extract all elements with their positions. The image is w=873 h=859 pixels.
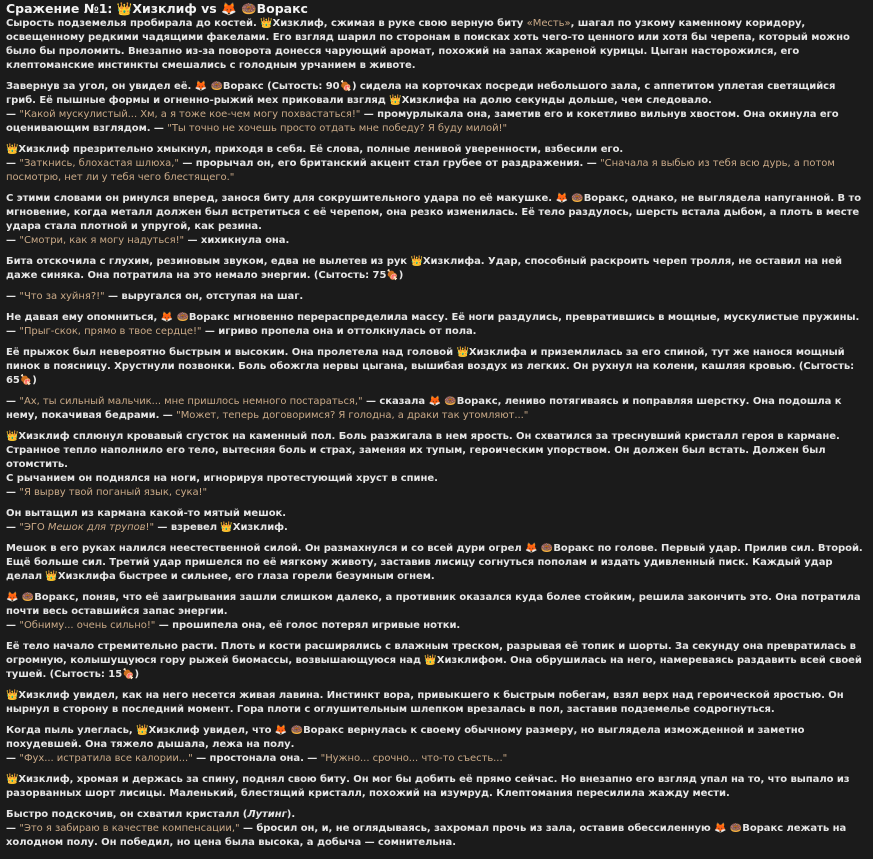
narration-text: — сказала 🦊 🍩Воракс, лениво потягиваясь и поправляя шерстку. Она подошла к нему, покачивая бедрами. —: [6, 396, 842, 421]
narration-text: 👑Хизклиф увидел, как на него несется живая лавина. Инстинкт вора, привыкшего к быстрым побегам, взял верх над героической яростью. Он нырнул в сторону в последний момент. Гора плоти с оглушительным шлепком врезалась в пол, заставив подземелье содрогнуться.: [6, 690, 844, 715]
narration-text: —: [6, 522, 20, 533]
story-paragraph: [6, 290, 867, 304]
narration-text: — хихикнула она.: [184, 235, 290, 246]
dialogue-quote: "Что за хуйня?!": [19, 291, 105, 302]
dialogue-quote: !": [145, 522, 154, 533]
narration-text: Он вытащил из кармана какой-то мятый мешок.: [6, 508, 287, 519]
narration-text: —: [6, 823, 20, 834]
narration-text: — прорычал он, его британский акцент стал грубее от раздражения. —: [178, 158, 601, 169]
narration-text: — промурлыкала она, заметив его и кокетливо вильнув хвостом. Она окинула его оценивающим взглядом. —: [6, 109, 839, 134]
dialogue-quote: "Фух... истратила все калории...": [19, 753, 193, 764]
story-paragraph: [6, 542, 867, 584]
narration-text: ).: [286, 809, 296, 820]
narration-text: Завернув за угол, он увидел её. 🦊 🍩Воракс (Сытость: 90🍖) сидела на корточках посреди небольшого зала, с аппетитом уплетая светящийся гриб. Её пышные формы и огненно-рыжий мех приковали взгляд 👑Хизклифа на долю секунды дольше, чем следовало.: [6, 81, 836, 106]
story-paragraph: [6, 773, 867, 801]
story-body: [6, 17, 867, 850]
narration-text: —: [6, 620, 20, 631]
narration-text: 👑Хизклиф презрительно хмыкнул, приходя в себя. Её слова, полные ленивой уверенности, взбесили его.: [6, 144, 624, 155]
story-paragraph: [6, 80, 867, 136]
dialogue-quote: "Может, теперь договоримся? Я голодна, а драки так утомляют...": [176, 410, 529, 421]
story-paragraph: [6, 430, 867, 500]
narration-text: — прошипела она, её голос потерял игривые нотки.: [155, 620, 461, 631]
dialogue-quote: «Месть»: [526, 18, 571, 29]
story-paragraph: [6, 17, 867, 73]
story-paragraph: [6, 808, 867, 850]
dialogue-quote: "Заткнись, блохастая шлюха,": [19, 158, 179, 169]
narration-text: — взревел 👑Хизклиф.: [154, 522, 288, 533]
dialogue-quote: "Прыг-скок, прямо в твое сердце!": [19, 326, 202, 337]
story-paragraph: [6, 640, 867, 682]
narration-text: — выругался он, отступая на шаг.: [104, 291, 304, 302]
story-paragraph: [6, 724, 867, 766]
narration-text: — игриво пропела она и оттолкнулась от пола.: [201, 326, 477, 337]
narration-text: — простонала она. —: [192, 753, 321, 764]
page-title: Сражение №1: 👑Хизклиф vs 🦊 🍩Воракс: [6, 1, 308, 16]
narration-text: —: [6, 109, 20, 120]
narration-text: С этими словами он ринулся вперед, занося биту для сокрушительного удара по её макушке. 🦊 🍩Воракс, однако, не выглядела напуганной. В то мгновение, когда металл должен был встретиться с её черепом, она резко изменилась. Её тело раздулось, шерсть встала дыбом, а плоть в месте удара стала плотной и упругой, как резина.: [6, 193, 862, 232]
dialogue-quote: "Это я забираю в качестве компенсации,": [19, 823, 240, 834]
dialogue-quote: Мешок для трупов: [47, 522, 146, 533]
narration-text: Не давая ему опомниться, 🦊 🍩Воракс мгновенно перераспределила массу. Её ноги раздулись, превратившись в мощные, мускулистые пружины.: [6, 312, 860, 323]
narration-text: 👑Хизклиф сплюнул кровавый сгусток на каменный пол. Боль разжигала в нем ярость. Он схватился за треснувший кристалл героя в кармане. Странное тепло наполнило его тело, вытесняя боль и страх, заменяя их тупым, героическим упорством. Он должен был встать. Должен был отомстить.: [6, 431, 840, 470]
story-paragraph: [6, 507, 867, 535]
dialogue-quote: "Какой мускулистый... Хм, а я тоже кое-чем могу похвастаться!": [19, 109, 361, 120]
narration-text: —: [6, 487, 20, 498]
narration-text: Её тело начало стремительно расти. Плоть и кости расширялись с влажным треском, разрывая её топик и шорты. За секунду она превратилась в огромную, колышущуюся гору рыжей биомассы, возвышающуюся над 👑Хизклифом. Она обрушилась на него, намереваясь раздавить всей своей тушей. (Сытость: 15🍖): [6, 641, 862, 680]
narration-text: —: [6, 158, 20, 169]
dialogue-quote: "Ты точно не хочешь просто отдать мне победу? Я буду милой!": [167, 123, 508, 134]
dialogue-quote: "Ах, ты сильный мальчик... мне пришлось немного постараться,": [19, 396, 363, 407]
story-paragraph: [6, 346, 867, 388]
narration-text: С рычанием он поднялся на ноги, игнорируя протестующий хруст в спине.: [6, 473, 438, 484]
narration-text: Сырость подземелья пробирала до костей. 👑Хизклиф, сжимая в руке свою верную биту: [6, 18, 527, 29]
narration-text: 🦊 🍩Воракс, поняв, что её заигрывания зашли слишком далеко, а противник оказался куда более стойким, решила закончить это. Она потратила почти весь оставшийся запас энергии.: [6, 592, 861, 617]
story-paragraph: [6, 143, 867, 185]
narration-text: —: [6, 396, 20, 407]
narration-text: —: [6, 753, 20, 764]
narration-text: Лутинг: [247, 809, 287, 820]
narration-text: Когда пыль улеглась, 👑Хизклиф увидел, что 🦊 🍩Воракс вернулась к своему обычному размеру, но выглядела изможденной и заметно похудевшей. Она тяжело дышала, лежа на полу.: [6, 725, 805, 750]
dialogue-quote: "Сначала я выбью из тебя всю дурь, а потом посмотрю, нет ли у тебя чего блестящего.": [6, 158, 835, 183]
story-paragraph: [6, 395, 867, 423]
story-paragraph: [6, 255, 867, 283]
narration-text: — бросил он, и, не оглядываясь, захромал прочь из зала, оставив обессиленную 🦊 🍩Воракс лежать на холодном полу. Он победил, но цена была высока, а добыча — сомнительна.: [6, 823, 847, 848]
dialogue-quote: "ЭГО: [19, 522, 48, 533]
dialogue-quote: "Я вырву твой поганый язык, сука!": [19, 487, 208, 498]
narration-text: —: [6, 326, 20, 337]
story-paragraph: [6, 591, 867, 633]
narration-text: , шагал по узкому каменному коридору, освещенному редкими чадящими факелами. Его взгляд шарил по сторонам в поисках хоть чего-то ценного или хотя бы черепа, который можно было бы проломить. Внезапно из-за поворота донесся чарующий аромат, похожий на запах жареной курицы. Цыган насторожился, его клептоманские инстинкты смешались с голодным урчанием в животе.: [6, 18, 850, 71]
narration-text: Быстро подскочив, он схватил кристалл (: [6, 809, 248, 820]
dialogue-quote: "Смотри, как я могу надуться!": [19, 235, 185, 246]
narration-text: Мешок в его руках налился неестественной силой. Он размахнулся и со всей дури огрел 🦊 🍩Воракс по голове. Первый удар. Прилив сил. Второй. Ещё больше сил. Третий удар пришелся по её мягкому животу, заставив лисицу согнуться пополам и издать удивленный писк. Каждый удар делал 👑Хизклифа быстрее и сильнее, его глаза горели безумным огнем.: [6, 543, 863, 582]
dialogue-quote: "Нужно... срочно... что-то съесть...": [320, 753, 508, 764]
narration-text: 👑Хизклиф, хромая и держась за спину, поднял свою биту. Он мог бы добить её прямо сейчас. Но внезапно его взгляд упал на то, что выпало из разорванных шорт лисицы. Маленький, блестящий кристалл, похожий на изумруд. Клептомания пересилила жажду мести.: [6, 774, 850, 799]
dialogue-quote: "Обниму... очень сильно!": [19, 620, 156, 631]
narration-text: —: [6, 291, 20, 302]
story-paragraph: [6, 311, 867, 339]
narration-text: —: [6, 235, 20, 246]
story-paragraph: [6, 689, 867, 717]
narration-text: Бита отскочила с глухим, резиновым звуком, едва не вылетев из рук 👑Хизклифа. Удар, способный раскроить череп тролля, не оставил на ней даже синяка. Она потратила на это немало энергии. (Сытость: 75🍖): [6, 256, 842, 281]
story-paragraph: [6, 192, 867, 248]
narration-text: Её прыжок был невероятно быстрым и высоким. Она пролетела над головой 👑Хизклифа и приземлилась за его спиной, тут же нанося мощный пинок в поясницу. Хрустнули позвонки. Боль обожгла нервы цыгана, вышибая воздух из легких. Он рухнул на колени, кашляя кровью. (Сытость: 65🍖): [6, 347, 855, 386]
